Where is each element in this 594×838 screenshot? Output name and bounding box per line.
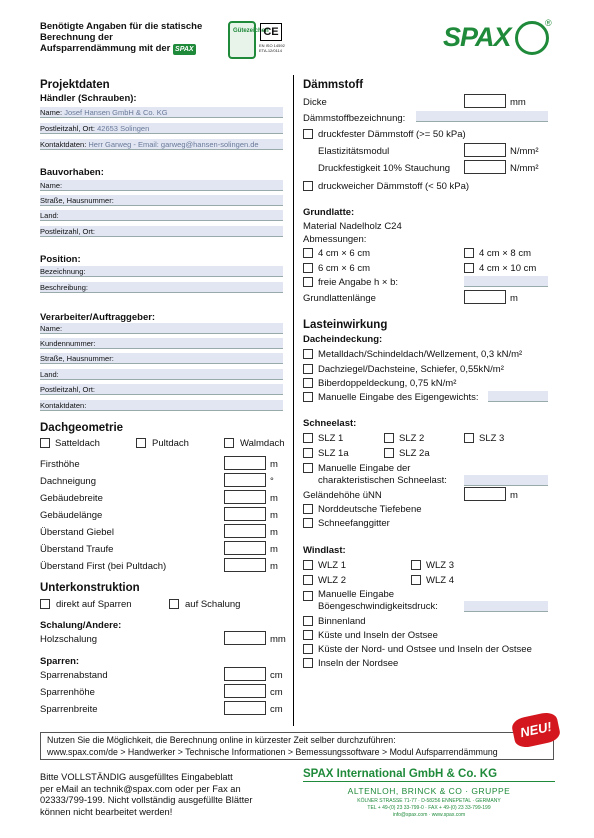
sparrenhoehe-label: Sparrenhöhe (40, 687, 95, 698)
elastizitaetsmodul-input[interactable] (464, 143, 506, 157)
unit-label: m (510, 490, 518, 501)
gebaeudebreite-label: Gebäudebreite (40, 493, 103, 504)
ce-mark: CE (260, 23, 282, 41)
holzschalung-label: Holzschalung (40, 634, 98, 645)
pos-beschr-label: Beschreibung: (40, 283, 88, 292)
latte-4x8-label: 4 cm × 8 cm (479, 248, 531, 259)
unit-label: m (270, 544, 278, 555)
satteldach-label: Satteldach (55, 438, 100, 449)
ver-kunde-label: Kundennummer: (40, 339, 96, 348)
ver-land-field[interactable] (40, 369, 283, 380)
druckweich-label: druckweicher Dämmstoff (< 50 kPa) (318, 181, 470, 192)
elastizitaetsmodul-label: Elastizitätsmodul (318, 146, 390, 157)
dicke-input[interactable] (464, 94, 506, 108)
bauvorhaben-heading: Bauvorhaben: (40, 167, 104, 178)
wind-manuell-field[interactable] (464, 601, 548, 612)
inseln-nordsee-checkbox[interactable] (303, 658, 313, 668)
dachneigung-label: Dachneigung (40, 476, 96, 487)
biberdoppel-checkbox[interactable] (303, 378, 313, 388)
auf-schalung-label: auf Schalung (185, 599, 241, 610)
dachziegel-label: Dachziegel/Dachsteine, Schiefer, 0,55kN/m² (318, 364, 504, 375)
wlz1-checkbox[interactable] (303, 560, 313, 570)
gelaendehoehe-label: Geländehöhe üNN (303, 490, 382, 501)
metalldach-checkbox[interactable] (303, 349, 313, 359)
pultdach-checkbox[interactable] (136, 438, 146, 448)
slz2a-label: SLZ 2a (399, 448, 430, 459)
haendler-heading: Händler (Schrauben): (40, 93, 137, 104)
latte-frei-checkbox[interactable] (303, 277, 313, 287)
slz1-label: SLZ 1 (318, 433, 344, 444)
binnenland-checkbox[interactable] (303, 616, 313, 626)
binnenland-label: Binnenland (318, 616, 366, 627)
firsthoehe-input[interactable] (224, 456, 266, 470)
daemmstoffbezeichnung-label: Dämmstoffbezeichnung: (303, 113, 406, 124)
schneelast-manuell-field[interactable] (464, 475, 548, 486)
note-link-path[interactable]: www.spax.com/de > Handwerker > Technische Informationen > Bemessungssoftware > Modul Aufsparrendämmung (47, 747, 498, 757)
company-name: SPAX International GmbH & Co. KG (303, 768, 498, 780)
firsthoehe-label: Firsthöhe (40, 459, 80, 470)
cert-numbers: EN ISO 14592 ETA-12/0114 (259, 43, 285, 53)
online-calculation-note (40, 732, 554, 760)
column-divider (293, 75, 294, 726)
schneelast-heading: Schneelast: (303, 418, 357, 429)
grundlattenlaenge-label: Grundlattenlänge (303, 293, 376, 304)
wlz1-label: WLZ 1 (318, 560, 346, 571)
spax-brand-mark: SPAX (175, 46, 194, 53)
unit-label: m (270, 510, 278, 521)
schneelast-manuell-checkbox[interactable] (303, 463, 313, 473)
norddeutsche-tiefebene-checkbox[interactable] (303, 504, 313, 514)
eigengewicht-field[interactable] (488, 391, 548, 402)
slz2a-checkbox[interactable] (384, 448, 394, 458)
neu-badge: NEU! (510, 711, 561, 750)
windlast-heading: Windlast: (303, 545, 346, 556)
company-block (303, 768, 555, 819)
ver-name-field[interactable] (40, 323, 283, 334)
ver-plz-label: Postleitzahl, Ort: (40, 385, 96, 394)
pultdach-label: Pultdach (152, 438, 189, 449)
logo-ring-icon (515, 21, 549, 55)
slz3-checkbox[interactable] (464, 433, 474, 443)
haendler-name-label: Name: (40, 108, 63, 117)
haendler-plz-label: Postleitzahl, Ort: (40, 124, 96, 133)
norddeutsche-tiefebene-label: Norddeutsche Tiefebene (318, 504, 422, 515)
direkt-sparren-checkbox[interactable] (40, 599, 50, 609)
wlz2-label: WLZ 2 (318, 575, 346, 586)
druckfestigkeit-label: Druckfestigkeit 10% Stauchung (318, 163, 451, 174)
sparrenabstand-input[interactable] (224, 667, 266, 681)
ueberstand-giebel-input[interactable] (224, 524, 266, 538)
druckfest-label: druckfester Dämmstoff (>= 50 kPa) (318, 129, 466, 140)
bau-name-field[interactable] (40, 180, 283, 191)
schalung-heading: Schalung/Andere: (40, 620, 122, 631)
biberdoppel-label: Biberdoppeldeckung, 0,75 kN/m² (318, 378, 457, 389)
sparrenabstand-label: Sparrenabstand (40, 670, 108, 681)
sparrenbreite-input[interactable] (224, 701, 266, 715)
wlz4-checkbox[interactable] (411, 575, 421, 585)
schneelast-manuell-label: Manuelle Eingabe der charakteristischen Schneelast: (318, 463, 447, 486)
wlz4-label: WLZ 4 (426, 575, 454, 586)
bau-land-label: Land: (40, 211, 59, 220)
wlz2-checkbox[interactable] (303, 575, 313, 585)
grundlattenlaenge-input[interactable] (464, 290, 506, 304)
latte-4x10-label: 4 cm × 10 cm (479, 263, 537, 274)
unit-label: mm (510, 97, 526, 108)
company-group: ALTENLOH, BRINCK & CO · GRUPPE (347, 786, 511, 796)
ver-kontakt-label: Kontaktdaten: (40, 401, 87, 410)
spax-logo: SPAX ® (443, 18, 555, 56)
pos-bez-label: Bezeichnung: (40, 267, 86, 276)
direkt-sparren-label: direkt auf Sparren (56, 599, 132, 610)
dacheindeckung-heading: Dacheindeckung: (303, 334, 383, 345)
unit-label: m (270, 561, 278, 572)
daemmstoffbezeichnung-field[interactable] (416, 111, 548, 122)
bau-land-field[interactable] (40, 210, 283, 221)
druckfestigkeit-input[interactable] (464, 160, 506, 174)
kueste-ostsee-checkbox[interactable] (303, 630, 313, 640)
latte-4x6-label: 4 cm × 6 cm (318, 248, 370, 259)
slz2-checkbox[interactable] (384, 433, 394, 443)
position-heading: Position: (40, 254, 81, 265)
gebaeudelaenge-label: Gebäudelänge (40, 510, 103, 521)
latte-frei-field[interactable] (464, 276, 548, 287)
section-daemmstoff: Dämmstoff (303, 79, 364, 91)
walmdach-checkbox[interactable] (224, 438, 234, 448)
section-lasteinwirkung: Lasteinwirkung (303, 319, 388, 331)
inseln-nordsee-label: Inseln der Nordsee (318, 658, 399, 669)
wind-manuell-label: Manuelle Eingabe Böengeschwindigkeitsdruck: (318, 589, 438, 612)
ueberstand-first-label: Überstand First (bei Pultdach) (40, 561, 167, 572)
abmessungen-label: Abmessungen: (303, 234, 367, 245)
dachziegel-checkbox[interactable] (303, 364, 313, 374)
druckweich-checkbox[interactable] (303, 181, 313, 191)
druckfest-checkbox[interactable] (303, 129, 313, 139)
unit-label: m (270, 459, 278, 470)
latte-frei-label: freie Angabe h × b: (318, 277, 399, 288)
submission-instructions: Bitte VOLLSTÄNDIG ausgefülltes Eingabeblatt per eMail an technik@spax.com oder per Fax an 02333/799-199. Nicht vollständig ausgefüllte Blätter können nicht bearbeitet werden! (40, 772, 253, 817)
unit-label: m (510, 293, 518, 304)
satteldach-checkbox[interactable] (40, 438, 50, 448)
ver-name-label: Name: (40, 324, 63, 333)
unit-label: m (270, 527, 278, 538)
gebaeudelaenge-input[interactable] (224, 507, 266, 521)
slz1a-label: SLZ 1a (318, 448, 349, 459)
unit-label: N/mm² (510, 146, 539, 157)
sparrenhoehe-input[interactable] (224, 684, 266, 698)
unit-label: mm (270, 634, 286, 645)
holzschalung-input[interactable] (224, 631, 266, 645)
unit-label: N/mm² (510, 163, 539, 174)
gebaeudebreite-input[interactable] (224, 490, 266, 504)
sparren-heading: Sparren: (40, 656, 80, 667)
ueberstand-traufe-input[interactable] (224, 541, 266, 555)
slz1a-checkbox[interactable] (303, 448, 313, 458)
kueste-nord-ostsee-checkbox[interactable] (303, 644, 313, 654)
section-unterkonstruktion: Unterkonstruktion (40, 582, 140, 594)
wlz3-label: WLZ 3 (426, 560, 454, 571)
verarbeiter-heading: Verarbeiter/Auftraggeber: (40, 312, 156, 323)
kueste-ostsee-label: Küste und Inseln der Ostsee (318, 630, 438, 641)
ueberstand-traufe-label: Überstand Traufe (40, 544, 114, 555)
eigengewicht-checkbox[interactable] (303, 392, 313, 402)
schneefanggitter-label: Schneefanggitter (318, 518, 390, 529)
section-dachgeometrie: Dachgeometrie (40, 422, 124, 434)
ueberstand-first-input[interactable] (224, 558, 266, 572)
slz2-label: SLZ 2 (399, 433, 425, 444)
gelaendehoehe-input[interactable] (464, 487, 506, 501)
haendler-kontakt-label: Kontaktdaten: (40, 140, 87, 149)
quality-seal-icon: Gütezeichen (228, 21, 256, 59)
slz3-label: SLZ 3 (479, 433, 505, 444)
dicke-label: Dicke (303, 97, 327, 108)
bau-plz-label: Postleitzahl, Ort: (40, 227, 96, 236)
material-text: Material Nadelholz C24 (303, 221, 402, 232)
unit-label: ° (270, 476, 274, 487)
bau-name-label: Name: (40, 181, 63, 190)
latte-4x6-checkbox[interactable] (303, 248, 313, 258)
dachneigung-input[interactable] (224, 473, 266, 487)
certification-marks (228, 21, 286, 61)
bau-strasse-label: Straße, Hausnummer: (40, 196, 114, 205)
section-projektdaten: Projektdaten (40, 79, 110, 91)
auf-schalung-checkbox[interactable] (169, 599, 179, 609)
latte-4x8-checkbox[interactable] (464, 248, 474, 258)
latte-6x6-label: 6 cm × 6 cm (318, 263, 370, 274)
note-line-1: Nutzen Sie die Möglichkeit, die Berechnung online in kürzester Zeit selber durchzuführen: (47, 735, 396, 745)
slz1-checkbox[interactable] (303, 433, 313, 443)
schneefanggitter-checkbox[interactable] (303, 518, 313, 528)
walmdach-label: Walmdach (240, 438, 285, 449)
latte-6x6-checkbox[interactable] (303, 263, 313, 273)
unit-label: cm (270, 704, 283, 715)
grundlatte-heading: Grundlatte: (303, 207, 355, 218)
ver-strasse-label: Straße, Hausnummer: (40, 354, 114, 363)
ver-land-label: Land: (40, 370, 59, 379)
haendler-name-value: Josef Hansen GmbH & Co. KG (64, 108, 168, 117)
wlz3-checkbox[interactable] (411, 560, 421, 570)
haendler-kontakt-value: Herr Garweg - Email: garweg@hansen-solingen.de (88, 140, 259, 149)
kueste-nord-ostsee-label: Küste der Nord- und Ostsee und Inseln der Ostsee (318, 644, 532, 655)
metalldach-label: Metalldach/Schindeldach/Wellzement, 0,3 kN/m² (318, 349, 523, 360)
haendler-plz-value: 42653 Solingen (97, 124, 150, 133)
eigengewicht-label: Manuelle Eingabe des Eigengewichts: (318, 392, 479, 403)
ueberstand-giebel-label: Überstand Giebel (40, 527, 114, 538)
latte-4x10-checkbox[interactable] (464, 263, 474, 273)
wind-manuell-checkbox[interactable] (303, 591, 313, 601)
unit-label: m (270, 493, 278, 504)
sparrenbreite-label: Sparrenbreite (40, 704, 98, 715)
unit-label: cm (270, 670, 283, 681)
form-title: Benötigte Angaben für die statische Berechnung der Aufsparrendämmung mit der SPAX (40, 21, 203, 54)
company-address: KÖLNER STRASSE 71-77 · D-58256 ENNEPETAL · GERMANY TEL + 49-(0) 23 33-799-0 · FAX + 49-(0) 23 33-799-199 info@spax.com · www.spax.com (357, 798, 501, 818)
unit-label: cm (270, 687, 283, 698)
